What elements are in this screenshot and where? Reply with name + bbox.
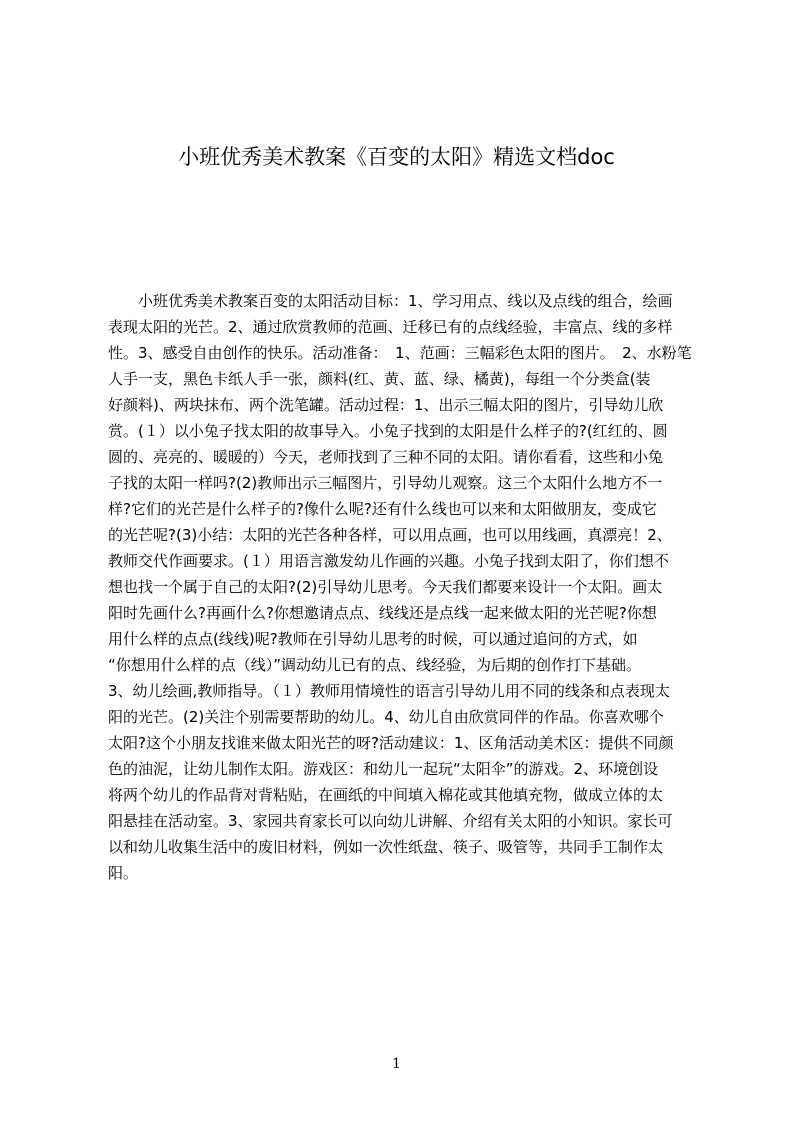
body-line: 圆的、亮亮的、暖暖的）今天，老师找到了三种不同的太阳。请你看看，这些和小兔 <box>108 448 664 466</box>
body-line: 的光芒呢?(3)小结：太阳的光芒各种各样，可以用点画，也可以用线画，真漂亮！2、 <box>108 526 672 544</box>
body-line: 表现太阳的光芒。2、通过欣赏教师的范画、迁移已有的点线经验，丰富点、线的多样 <box>108 318 673 336</box>
body-text <box>108 288 708 886</box>
page-number: 1 <box>392 1056 401 1072</box>
body-line: 将两个幼儿的作品背对背粘贴，在画纸的中间填入棉花或其他填充物，做成立体的太 <box>108 786 664 804</box>
body-line: 色的油泥，让幼儿制作太阳。游戏区：和幼儿一起玩“太阳伞”的游戏。2、环境创设 <box>108 760 659 778</box>
body-line: “你想用什么样的点（线）”调动幼儿已有的点、线经验，为后期的创作打下基础。 <box>108 656 642 674</box>
body-line: 人手一支，黑色卡纸人手一张，颜料(红、黄、蓝、绿、橘黄)，每组一个分类盒(装 <box>108 370 651 388</box>
body-line: 好颜料)、两块抹布、两个洗笔罐。活动过程：1、出示三幅太阳的图片，引导幼儿欣 <box>108 396 664 414</box>
body-line: 3、幼儿绘画,教师指导。（１）教师用情境性的语言引导幼儿用不同的线条和点表现太 <box>108 682 670 700</box>
body-line: 以和幼儿收集生活中的废旧材料，例如一次性纸盘、筷子、吸管等，共同手工制作太 <box>108 838 664 856</box>
body-line: 用什么样的点点(线线)呢?教师在引导幼儿思考的时候，可以通过追问的方式，如 <box>108 630 638 648</box>
body-line: 子找的太阳一样吗?(2)教师出示三幅图片，引导幼儿观察。这三个太阳什么地方不一 <box>108 474 663 492</box>
body-line: 阳悬挂在活动室。3、家园共育家长可以向幼儿讲解、介绍有关太阳的小知识。家长可 <box>108 812 673 830</box>
body-line: 性。3、感受自由创作的快乐。活动准备： 1、范画：三幅彩色太阳的图片。 2、水粉笔 <box>108 344 692 362</box>
body-line: 太阳?这个小朋友找谁来做太阳光芒的呀?活动建议：1、区角活动美术区：提供不同颜 <box>108 734 674 752</box>
body-line: 阳时先画什么?再画什么?你想邀请点点、线线还是点线一起来做太阳的光芒呢?你想 <box>108 604 657 622</box>
body-line: 阳的光芒。(2)关注个别需要帮助的幼儿。4、幼儿自由欣赏同伴的作品。你喜欢哪个 <box>108 708 664 726</box>
body-line: 想也找一个属于自己的太阳?(2)引导幼儿思考。今天我们都要来设计一个太阳。画太 <box>108 578 663 596</box>
body-line: 小班优秀美术教案百变的太阳活动目标：1、学习用点、线以及点线的组合，绘画 <box>108 292 673 310</box>
document-title: 小班优秀美术教案《百变的太阳》精选文档doc <box>178 145 615 169</box>
body-line: 阳。 <box>108 864 139 882</box>
body-line: 教师交代作画要求。(１）用语言激发幼儿作画的兴趣。小兔子找到太阳了，你们想不 <box>108 552 669 570</box>
body-line: 样?它们的光芒是什么样子的?像什么呢?还有什么线也可以来和太阳做朋友，变成它 <box>108 500 657 518</box>
body-line: 赏。(１）以小兔子找太阳的故事导入。小兔子找到的太阳是什么样子的?(红红的、圆 <box>108 422 668 440</box>
